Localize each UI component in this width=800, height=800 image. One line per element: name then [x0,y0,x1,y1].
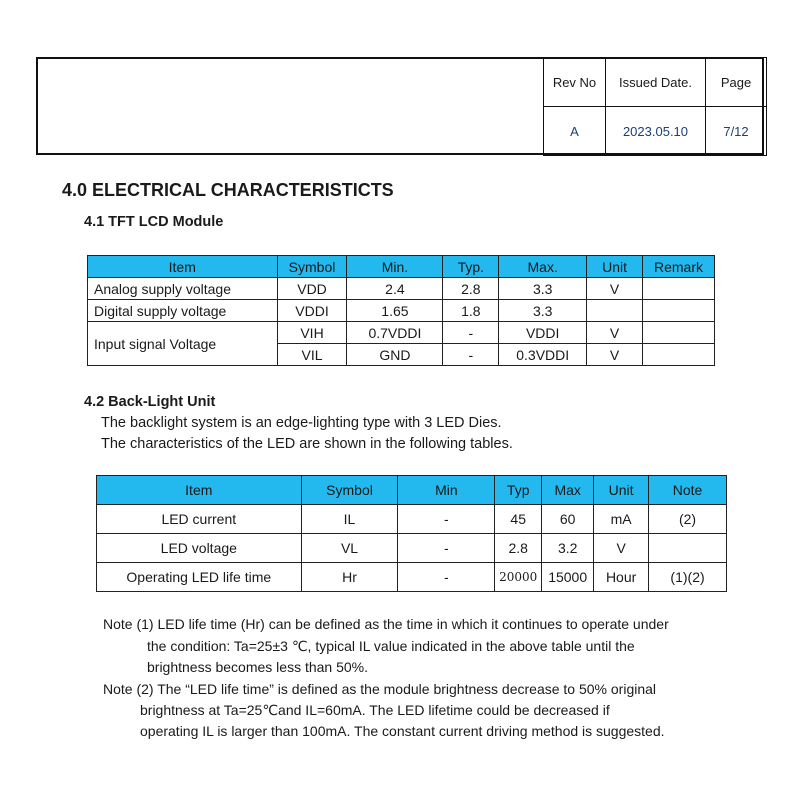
table-row [97,505,727,534]
issued-date-value: 2023.05.10 [606,107,706,156]
table-header-row [97,476,727,505]
note-1-line-2: the condition: Ta=25±3 ℃, typical IL value indicated in the above table until the [147,638,635,654]
section-title: 4.0 ELECTRICAL CHARACTERISTICTS [62,180,394,200]
note-2-line-1: Note (2) The “LED life time” is defined as the module brightness decrease to 50% original [103,681,657,697]
cell-symbol: Hr [301,563,398,592]
col-unit: Unit [587,256,643,278]
cell-min: 2.4 [347,278,443,300]
revision-table [543,57,767,156]
cell-note: (2) [649,505,727,534]
cell-max: 15000 [542,563,594,592]
cell-item: Analog supply voltage [88,278,278,300]
rev-no-label: Rev No [544,58,606,107]
cell-min: GND [347,344,443,366]
col-typ: Typ. [443,256,499,278]
cell-min: - [398,534,495,563]
note-1-line-1: Note (1) LED life time (Hr) can be defined as the time in which it continues to operate under [103,616,669,632]
note-2-line-3: operating IL is larger than 100mA. The constant current driving method is suggested. [140,723,665,739]
cell-max: 0.3VDDI [499,344,587,366]
cell-remark [643,278,715,300]
cell-item: Digital supply voltage [88,300,278,322]
cell-note [649,534,727,563]
cell-max: 3.2 [542,534,594,563]
cell-unit: Hour [594,563,649,592]
cell-symbol: VIH [277,322,347,344]
cell-typ: - [443,344,499,366]
cell-max: 60 [542,505,594,534]
col-note: Note [649,476,727,505]
cell-min: 1.65 [347,300,443,322]
note-2-line-2: brightness at Ta=25℃and IL=60mA. The LED lifetime could be decreased if [140,702,610,718]
page-label: Page [706,58,767,107]
backlight-desc-2: The characteristics of the LED are shown in the following tables. [101,436,513,452]
col-symbol: Symbol [277,256,347,278]
col-typ: Typ [495,476,542,505]
cell-min: 0.7VDDI [347,322,443,344]
cell-unit: V [587,278,643,300]
cell-item: LED voltage [97,534,302,563]
cell-typ: - [443,322,499,344]
cell-remark [643,344,715,366]
cell-unit: V [594,534,649,563]
cell-item: Input signal Voltage [88,322,278,366]
backlight-desc-1: The backlight system is an edge-lighting type with 3 LED Dies. [101,415,502,431]
rev-no-value: A [544,107,606,156]
col-unit: Unit [594,476,649,505]
cell-symbol: IL [301,505,398,534]
cell-unit: V [587,344,643,366]
cell-min: - [398,563,495,592]
cell-typ: 1.8 [443,300,499,322]
cell-typ: 2.8 [443,278,499,300]
cell-max: 3.3 [499,300,587,322]
cell-note: (1)(2) [649,563,727,592]
col-max: Max. [499,256,587,278]
col-symbol: Symbol [301,476,398,505]
cell-max: VDDI [499,322,587,344]
cell-unit [587,300,643,322]
col-remark: Remark [643,256,715,278]
cell-typ: 20000 [495,563,542,592]
cell-item: Operating LED life time [97,563,302,592]
cell-item: LED current [97,505,302,534]
cell-remark [643,322,715,344]
table-row [97,563,727,592]
cell-typ: 45 [495,505,542,534]
cell-min: - [398,505,495,534]
lcd-spec-table [87,255,715,366]
table-row [88,278,715,300]
col-item: Item [88,256,278,278]
cell-unit: V [587,322,643,344]
cell-symbol: VDDI [277,300,347,322]
issued-date-label: Issued Date. [606,58,706,107]
col-min: Min [398,476,495,505]
cell-remark [643,300,715,322]
cell-symbol: VL [301,534,398,563]
note-1-line-3: brightness becomes less than 50%. [147,659,369,675]
table-row [97,534,727,563]
table-row [88,300,715,322]
backlight-subtitle: 4.2 Back-Light Unit [84,394,216,410]
cell-unit: mA [594,505,649,534]
table-header-row [88,256,715,278]
page-value: 7/12 [706,107,767,156]
backlight-spec-table [96,475,727,592]
cell-max: 3.3 [499,278,587,300]
col-min: Min. [347,256,443,278]
col-item: Item [97,476,302,505]
cell-symbol: VDD [277,278,347,300]
table-row [88,322,715,344]
lcd-subtitle: 4.1 TFT LCD Module [84,214,224,230]
cell-typ: 2.8 [495,534,542,563]
col-max: Max [542,476,594,505]
cell-symbol: VIL [277,344,347,366]
